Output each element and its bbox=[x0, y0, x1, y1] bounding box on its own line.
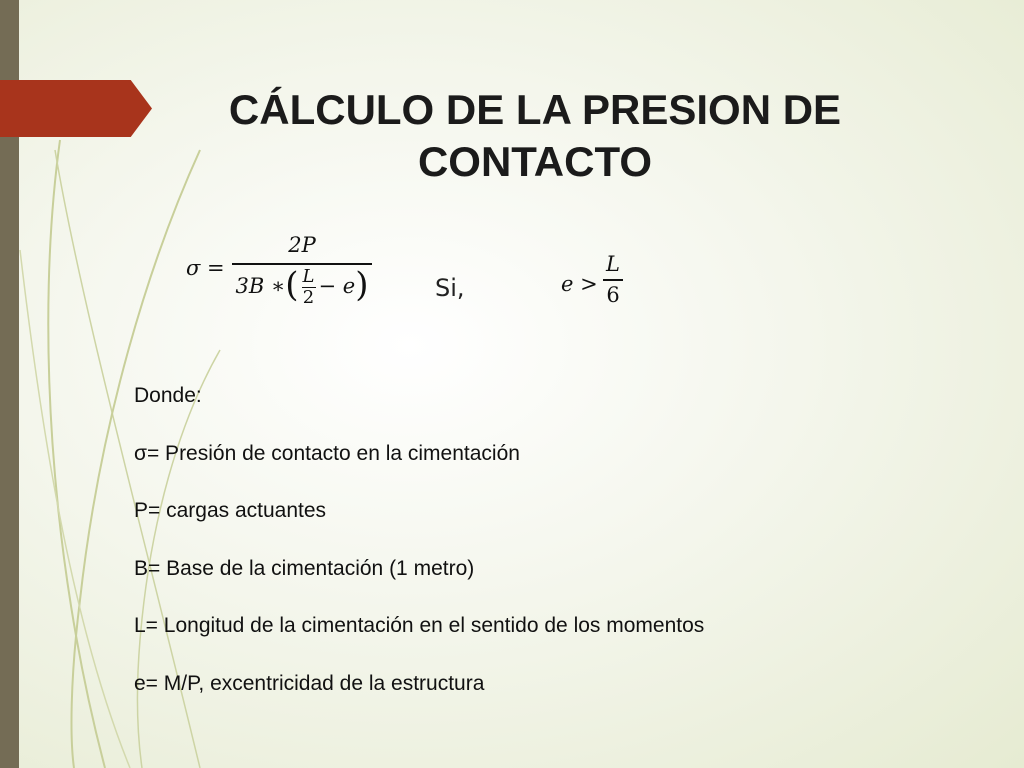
half-length-fraction bbox=[302, 267, 316, 308]
condition-numerator: L bbox=[606, 252, 620, 276]
formula-fraction bbox=[232, 233, 372, 308]
half-denominator: 2 bbox=[302, 286, 315, 308]
definition-e: e= M/P, excentricidad de la estructura bbox=[134, 671, 485, 695]
definition-sigma: σ= Presión de contacto en la cimentación bbox=[134, 441, 520, 465]
condition-denominator: 6 bbox=[606, 282, 620, 307]
condition-lhs: e > bbox=[561, 272, 598, 296]
condition-label: Si, bbox=[435, 274, 465, 302]
condition-fraction bbox=[603, 252, 623, 307]
definition-p: P= cargas actuantes bbox=[134, 499, 327, 522]
definitions-list bbox=[134, 382, 704, 727]
half-numerator: L bbox=[302, 265, 315, 287]
definitions-heading: Donde: bbox=[134, 384, 202, 407]
formula-denominator: 3B ∗( $\frac{L}{2}$ − e) bbox=[235, 264, 369, 308]
denominator-suffix: − e bbox=[318, 273, 356, 298]
formula-lhs: σ = bbox=[186, 256, 225, 280]
definition-b: B= Base de la cimentación (1 metro) bbox=[134, 556, 475, 580]
slide-title: CÁLCULO DE LA PRESION DE CONTACTO bbox=[228, 86, 842, 185]
definition-l: L= Longitud de la cimentación en el sentido de los momentos bbox=[134, 614, 705, 637]
formula-numerator: 2P bbox=[288, 233, 316, 257]
denominator-prefix: 3B ∗ bbox=[235, 273, 286, 298]
title-accent-tab bbox=[0, 80, 152, 137]
